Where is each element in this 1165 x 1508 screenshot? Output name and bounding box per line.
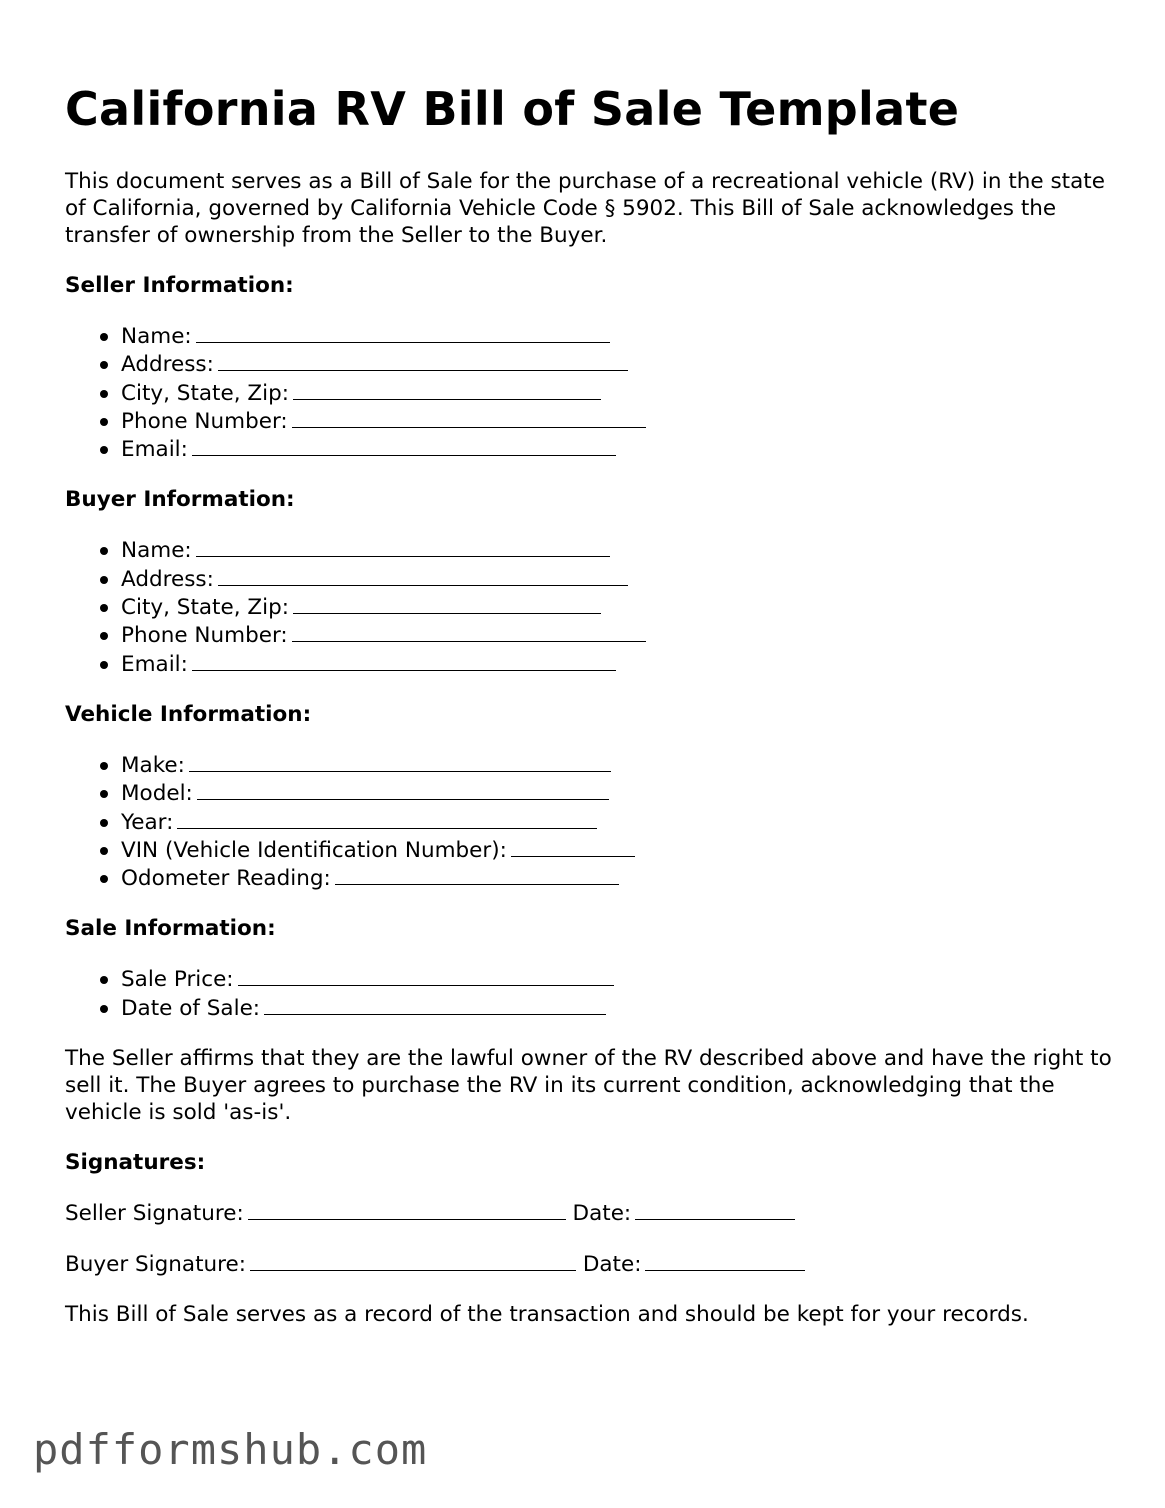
- fill-line[interactable]: [192, 650, 616, 671]
- document-page: [65, 78, 1125, 1328]
- vehicle-section-heading: Vehicle Information:: [65, 701, 312, 727]
- fill-line[interactable]: [292, 621, 646, 642]
- field-label: Address:: [121, 566, 214, 592]
- buyer-signature-line[interactable]: [250, 1250, 576, 1271]
- page-title: California RV Bill of Sale Template: [65, 82, 960, 136]
- affirmation-paragraph: The Seller affirms that they are the lawful owner of the RV described above and have the right to sell it. The Buyer agrees to purchase the RV in its current condition, acknowledging that the vehicle is sold 'as-is'.: [65, 1046, 1112, 1126]
- seller-signature-label: Seller Signature:: [65, 1201, 244, 1227]
- seller-city-state-zip-field[interactable]: [65, 379, 1125, 407]
- field-label: Address:: [121, 352, 214, 378]
- vehicle-model-field[interactable]: [65, 779, 1125, 807]
- fill-line[interactable]: [218, 350, 628, 371]
- bullet-icon: [100, 847, 108, 855]
- watermark-text: pdfformshub.com: [33, 1425, 428, 1474]
- buyer-date-line[interactable]: [645, 1250, 805, 1271]
- fill-line[interactable]: [177, 808, 597, 829]
- field-label: Year:: [121, 809, 174, 835]
- fill-line[interactable]: [293, 593, 601, 614]
- fill-line[interactable]: [264, 994, 606, 1015]
- seller-email-field[interactable]: [65, 435, 1125, 463]
- field-label: Date of Sale:: [121, 995, 261, 1021]
- bullet-icon: [100, 418, 108, 426]
- fill-line[interactable]: [196, 536, 610, 557]
- bullet-icon: [100, 976, 108, 984]
- vehicle-vin-field[interactable]: [65, 836, 1125, 864]
- fill-line[interactable]: [197, 779, 609, 800]
- bullet-icon: [100, 547, 108, 555]
- buyer-phone-field[interactable]: [65, 621, 1125, 649]
- fill-line[interactable]: [335, 864, 619, 885]
- seller-section-heading: Seller Information:: [65, 273, 294, 298]
- field-label: Phone Number:: [121, 408, 288, 434]
- seller-signature-line[interactable]: [248, 1199, 566, 1220]
- fill-line[interactable]: [218, 565, 628, 586]
- field-label: City, State, Zip:: [121, 380, 289, 406]
- field-label: Odometer Reading:: [121, 866, 331, 892]
- fill-line[interactable]: [196, 322, 610, 343]
- seller-date-line[interactable]: [635, 1199, 795, 1220]
- bullet-icon: [100, 576, 108, 584]
- seller-signature-row: [65, 1199, 1125, 1227]
- buyer-date-label: Date:: [582, 1252, 642, 1278]
- bullet-icon: [100, 1005, 108, 1013]
- vehicle-odometer-field[interactable]: [65, 864, 1125, 892]
- field-label: Name:: [121, 538, 192, 564]
- bullet-icon: [100, 819, 108, 827]
- signatures-section-heading: Signatures:: [65, 1150, 206, 1176]
- vehicle-year-field[interactable]: [65, 808, 1125, 836]
- fill-line[interactable]: [189, 751, 611, 772]
- sale-date-field[interactable]: [65, 994, 1125, 1022]
- vehicle-field-list: [65, 751, 1125, 892]
- field-label: Phone Number:: [121, 623, 288, 649]
- bullet-icon: [100, 446, 108, 454]
- fill-line[interactable]: [292, 407, 646, 428]
- buyer-city-state-zip-field[interactable]: [65, 593, 1125, 621]
- buyer-section-heading: Buyer Information:: [65, 487, 295, 513]
- buyer-address-field[interactable]: [65, 565, 1125, 593]
- buyer-email-field[interactable]: [65, 650, 1125, 678]
- bullet-icon: [100, 361, 108, 369]
- bullet-icon: [100, 333, 108, 341]
- buyer-signature-label: Buyer Signature:: [65, 1252, 246, 1278]
- field-label: Model:: [121, 781, 193, 807]
- buyer-name-field[interactable]: [65, 536, 1125, 564]
- field-label: City, State, Zip:: [121, 595, 289, 621]
- sale-section-heading: Sale Information:: [65, 916, 276, 942]
- seller-date-label: Date:: [572, 1201, 632, 1227]
- bullet-icon: [100, 390, 108, 398]
- sale-price-field[interactable]: [65, 965, 1125, 993]
- field-label: Email:: [121, 437, 188, 463]
- fill-line[interactable]: [192, 435, 616, 456]
- seller-address-field[interactable]: [65, 350, 1125, 378]
- buyer-field-list: [65, 536, 1125, 677]
- field-label: Email:: [121, 651, 188, 677]
- seller-name-field[interactable]: [65, 322, 1125, 350]
- bullet-icon: [100, 875, 108, 883]
- field-label: Sale Price:: [121, 967, 234, 993]
- bullet-icon: [100, 604, 108, 612]
- seller-field-list: [65, 322, 1125, 463]
- vehicle-make-field[interactable]: [65, 751, 1125, 779]
- field-label: VIN (Vehicle Identification Number):: [121, 837, 507, 863]
- bullet-icon: [100, 632, 108, 640]
- bullet-icon: [100, 762, 108, 770]
- fill-line[interactable]: [238, 965, 614, 986]
- fill-line[interactable]: [293, 379, 601, 400]
- sale-field-list: [65, 965, 1125, 1022]
- seller-phone-field[interactable]: [65, 407, 1125, 435]
- buyer-signature-row: [65, 1250, 1125, 1278]
- footer-note: This Bill of Sale serves as a record of the transaction and should be kept for your records.: [65, 1302, 1029, 1328]
- field-label: Make:: [121, 752, 185, 778]
- intro-paragraph: This document serves as a Bill of Sale for the purchase of a recreational vehicle (RV) in the state of California, governed by California Vehicle Code § 5902. This Bill of Sale acknowledges the transfer of ownership from the Seller to the Buyer.: [65, 169, 1105, 248]
- field-label: Name:: [121, 324, 192, 349]
- bullet-icon: [100, 661, 108, 669]
- fill-line[interactable]: [511, 836, 635, 857]
- bullet-icon: [100, 790, 108, 798]
